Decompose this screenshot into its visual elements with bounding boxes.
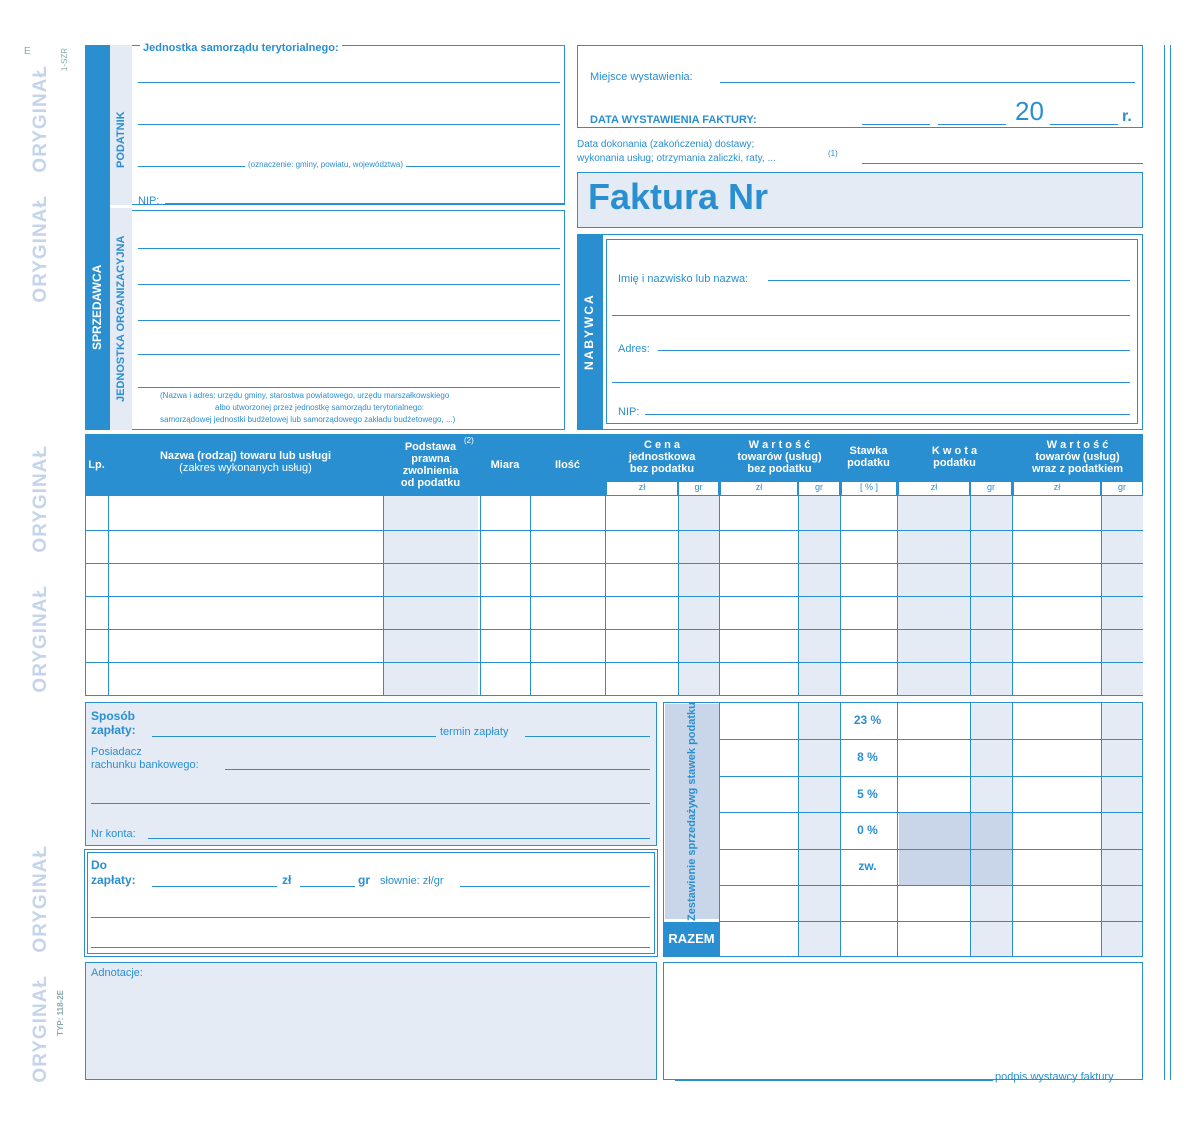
holder-label-2: rachunku bankowego:	[91, 759, 199, 771]
to-pay-box	[87, 852, 655, 954]
holder-line-2[interactable]	[91, 803, 650, 804]
net-gr: gr	[799, 482, 839, 495]
org-note-1: (Nazwa i adres: urzędu gminy, starostwa powiatowego, urzędu marszałkowskiego	[160, 391, 450, 400]
rate-23: 23 %	[853, 713, 882, 727]
summary-row-divider	[719, 776, 1143, 777]
rate-0: 0 %	[857, 823, 878, 837]
words-line-2[interactable]	[91, 917, 650, 918]
col-basis-footnote: (2)	[464, 436, 474, 445]
signature-box[interactable]	[663, 962, 1143, 1080]
right-rule-1	[1164, 45, 1165, 1080]
price-zl: zł	[607, 482, 677, 495]
holder-label-1: Posiadacz	[91, 746, 142, 758]
original-watermark-5: ORYGINAŁ	[30, 845, 51, 953]
rate-percent: [ % ]	[842, 482, 896, 495]
col-net-text-1: W a r t o ś ć	[748, 439, 811, 451]
local-gov-label: Jednostka samorządu terytorialnego:	[140, 42, 342, 54]
signature-label: podpis wystawcy faktury	[995, 1071, 1114, 1083]
words-label: słownie: zł/gr	[380, 875, 444, 887]
buyer-name-line[interactable]	[768, 280, 1130, 281]
month-line[interactable]	[938, 124, 1006, 125]
col-gross-text-1: W a r t o ś ć	[1046, 439, 1109, 451]
summary-row-divider	[719, 739, 1143, 740]
table-row-divider	[85, 530, 1143, 531]
buyer-name-label: Imię i nazwisko lub nazwa:	[618, 273, 749, 285]
to-pay-zl-line[interactable]	[152, 886, 277, 887]
col-name-text-2: (zakres wykonanych usług)	[179, 462, 312, 474]
summary-col-divider	[719, 702, 720, 957]
col-gross-text-2: towarów (usług)	[1035, 451, 1120, 463]
sum-net-gr-shade	[798, 704, 840, 956]
due-date-label: termin zapłaty	[440, 726, 509, 738]
org-line-5[interactable]	[138, 387, 560, 388]
summary-row-divider	[719, 885, 1143, 886]
seller-label: SPRZEDAWCA	[90, 264, 104, 351]
rate-8: 8 %	[857, 750, 878, 764]
year-suffix: r.	[1122, 108, 1132, 125]
col-tax-text-2: podatku	[933, 457, 976, 469]
account-line[interactable]	[148, 838, 650, 839]
designation-hint: (oznaczenie: gminy, powiatu, województwa)	[245, 160, 406, 169]
to-pay-label-2: zapłaty:	[91, 873, 136, 887]
org-note-2: albo utworzonej przez jednostkę samorządu terytorialnego:	[215, 403, 425, 412]
col-measure-text: Miara	[490, 459, 520, 471]
payment-method-label-2: zapłaty:	[91, 723, 136, 737]
place-line[interactable]	[720, 82, 1135, 83]
col-qty-text: Ilość	[554, 459, 581, 471]
tax-zl: zł	[899, 482, 969, 495]
taxpayer-label: PODATNIK	[115, 111, 127, 169]
local-gov-line-2[interactable]	[138, 124, 560, 125]
col-measure	[480, 434, 530, 496]
corner-letter: E	[24, 46, 31, 57]
org-line-1[interactable]	[138, 248, 560, 249]
col-net-text-2: towarów (usług)	[737, 451, 822, 463]
price-gr: gr	[679, 482, 718, 495]
original-watermark-2: ORYGINAŁ	[30, 195, 51, 303]
summary-vertical-text-2: wg stawek podatku	[686, 701, 698, 803]
table-row-divider	[85, 629, 1143, 630]
summary-col-divider	[897, 702, 898, 957]
col-rate-text-1: Stawka	[849, 445, 888, 457]
col-tax	[897, 434, 1012, 480]
form-type-code: TYP: 118-2E	[56, 990, 65, 1036]
col-tax-text-1: K w o t a	[931, 445, 978, 457]
col-name	[108, 434, 383, 496]
buyer-nip-line[interactable]	[645, 414, 1130, 415]
gross-zl: zł	[1014, 482, 1100, 495]
summary-col-divider	[798, 702, 799, 957]
words-line[interactable]	[460, 886, 650, 887]
invoice-title: Faktura Nr	[588, 176, 769, 217]
table-row-divider	[85, 563, 1143, 564]
org-unit-label: JEDNOSTKA ORGANIZACYJNA	[115, 235, 127, 403]
col-rate-text-2: podatku	[847, 457, 890, 469]
due-date-line[interactable]	[525, 736, 650, 737]
gross-gr: gr	[1102, 482, 1142, 495]
col-basis-text-1: Podstawa	[404, 441, 457, 453]
buyer-label: NABYWCA	[582, 293, 596, 371]
completion-footnote: (1)	[828, 149, 838, 158]
buyer-address-label: Adres:	[618, 343, 650, 355]
col-name-text-1: Nazwa (rodzaj) towaru lub usługi	[159, 450, 332, 462]
summary-row-divider	[719, 921, 1143, 922]
original-watermark-1: ORYGINAŁ	[30, 65, 51, 173]
right-rule-2	[1170, 45, 1171, 1080]
to-pay-gr: gr	[358, 873, 370, 887]
summary-row-divider	[719, 849, 1143, 850]
sum-gross-gr-shade	[1101, 704, 1142, 956]
to-pay-label-1: Do	[91, 858, 107, 872]
original-watermark-6: ORYGINAŁ	[30, 975, 51, 1083]
table-row-divider	[85, 596, 1143, 597]
col-basis-text-2: prawna	[411, 453, 450, 465]
col-net-text-3: bez podatku	[747, 463, 812, 475]
summary-vertical-label	[665, 701, 719, 922]
summary-col-divider	[1101, 702, 1102, 957]
year-line[interactable]	[1050, 124, 1118, 125]
corner-code: 1-SZR	[60, 48, 69, 72]
seller-nip-label: NIP:	[138, 195, 160, 207]
col-gross	[1012, 434, 1143, 480]
summary-col-divider	[970, 702, 971, 957]
col-price	[605, 434, 719, 480]
day-line[interactable]	[862, 124, 930, 125]
summary-col-divider	[1012, 702, 1013, 957]
signature-line	[675, 1080, 993, 1081]
original-watermark-3: ORYGINAŁ	[30, 445, 51, 553]
buyer-address-line[interactable]	[658, 350, 1130, 351]
to-pay-zl: zł	[282, 873, 292, 887]
payment-box	[85, 702, 657, 846]
total-label: RAZEM	[668, 931, 715, 946]
col-lp-text: Lp.	[88, 459, 105, 471]
completion-label-2: wykonania usług; otrzymania zaliczki, raty, ...	[577, 153, 776, 164]
rate-zw: zw.	[858, 859, 877, 873]
to-pay-gr-line[interactable]	[300, 886, 355, 887]
seller-nip-line[interactable]	[165, 203, 565, 204]
col-price-text-2: jednostkowa	[628, 451, 696, 463]
col-lp	[85, 434, 108, 496]
account-label: Nr konta:	[91, 828, 136, 840]
place-label: Miejsce wystawienia:	[590, 71, 693, 83]
holder-line[interactable]	[225, 769, 650, 770]
col-price-text-3: bez podatku	[629, 463, 695, 475]
completion-label-1: Data dokonania (zakończenia) dostawy;	[577, 139, 755, 150]
rate-5: 5 %	[857, 787, 878, 801]
org-line-4[interactable]	[138, 354, 560, 355]
col-qty	[530, 434, 605, 496]
payment-method-line[interactable]	[152, 736, 436, 737]
col-rate	[840, 434, 897, 480]
issue-date-label: DATA WYSTAWIENIA FAKTURY:	[590, 114, 757, 126]
col-net-value	[719, 434, 840, 480]
col-price-text-1: C e n a	[643, 439, 681, 451]
notes-label: Adnotacje:	[91, 967, 143, 979]
summary-vertical-text-1: Zestawienie sprzedaży	[686, 802, 698, 922]
tax-gr: gr	[971, 482, 1011, 495]
local-gov-line-1[interactable]	[138, 82, 560, 83]
payment-method-label-1: Sposób	[91, 709, 135, 723]
buyer-address-line-2[interactable]	[612, 382, 1130, 383]
buyer-nip-label: NIP:	[618, 406, 640, 418]
buyer-name-line-2[interactable]	[612, 315, 1130, 316]
summary-row-divider	[719, 812, 1143, 813]
col-gross-text-3: wraz z podatkiem	[1031, 463, 1124, 475]
col-basis-text-3: zwolnienia	[402, 465, 459, 477]
words-line-3[interactable]	[91, 947, 650, 948]
notes-box[interactable]	[85, 962, 657, 1080]
local-gov-box	[132, 45, 565, 205]
buyer-inner-box	[606, 239, 1138, 424]
org-note-3: samorządowej jednostki budżetowej lub samorządowego zakładu budżetowego, ...)	[160, 415, 456, 424]
completion-line[interactable]	[862, 163, 1143, 164]
year-prefix: 20	[1015, 96, 1044, 126]
org-line-3[interactable]	[138, 320, 560, 321]
original-watermark-4: ORYGINAŁ	[30, 585, 51, 693]
table-row-divider	[85, 662, 1143, 663]
net-zl: zł	[721, 482, 797, 495]
col-basis-text-4: od podatku	[400, 477, 461, 489]
org-line-2[interactable]	[138, 284, 560, 285]
